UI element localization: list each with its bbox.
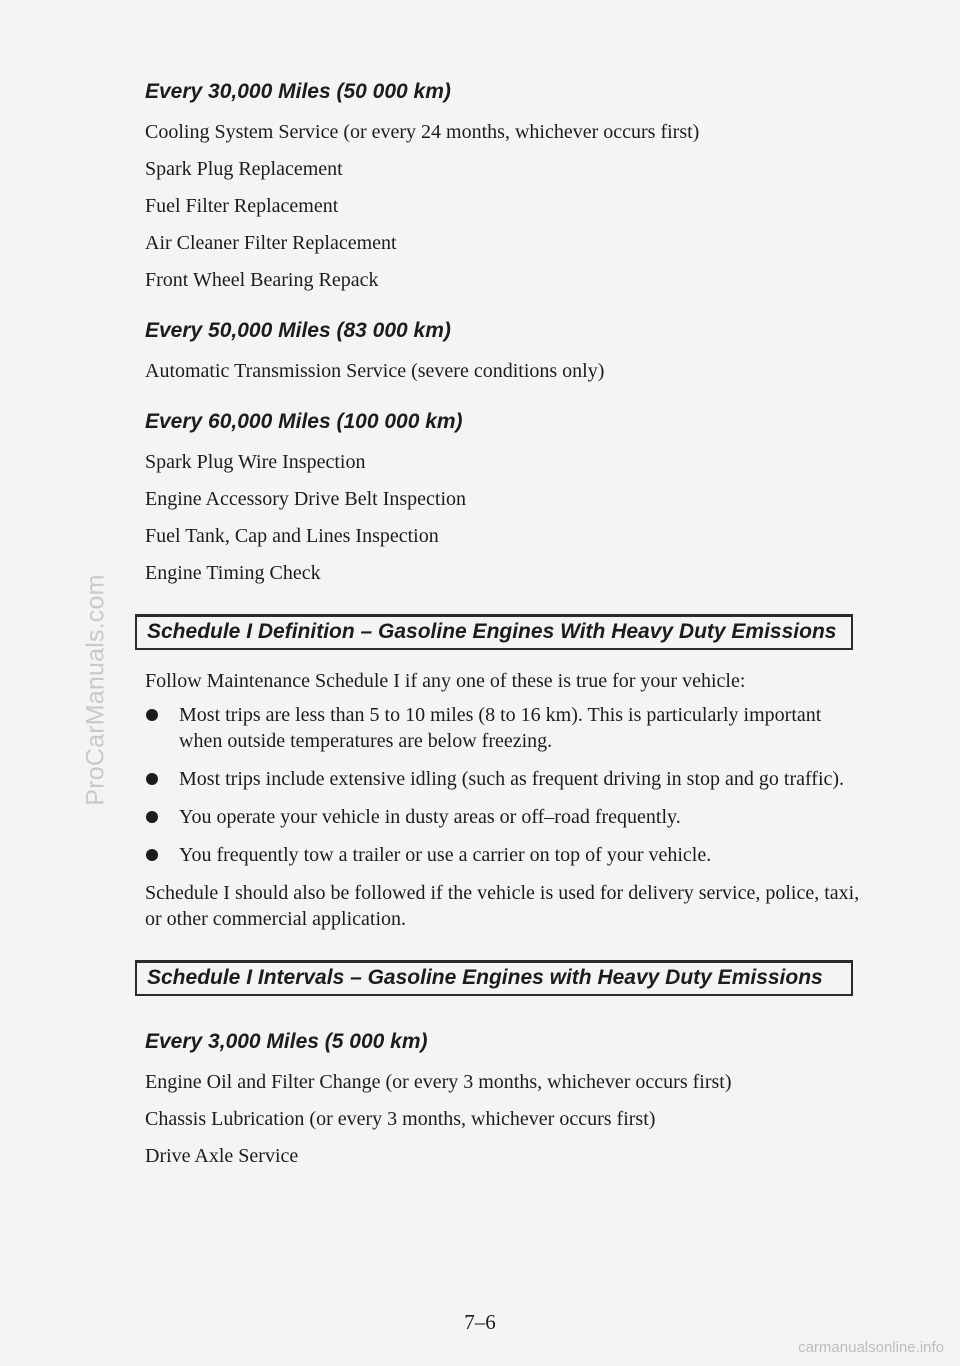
list-item-text: Most trips include extensive idling (such as frequent driving in stop and go traffic).	[179, 768, 845, 790]
interval-items	[145, 444, 865, 592]
interval-60000	[145, 410, 865, 592]
bullet-icon	[146, 811, 158, 823]
interval-items	[145, 1064, 865, 1175]
bullet-icon	[146, 709, 158, 721]
bullet-icon	[146, 773, 158, 785]
list-item: Spark Plug Wire Inspection	[145, 451, 366, 473]
definition-heading-box: Schedule I Definition – Gasoline Engines With Heavy Duty Emissions	[135, 614, 853, 650]
list-item	[145, 702, 865, 754]
page-content	[145, 80, 865, 1175]
list-item: Cooling System Service (or every 24 months, whichever occurs first)	[145, 121, 700, 143]
interval-heading: Every 3,000 Miles (5 000 km)	[145, 1030, 428, 1053]
interval-items	[145, 114, 865, 299]
list-item-text: You frequently tow a trailer or use a carrier on top of your vehicle.	[179, 844, 712, 866]
interval-heading: Every 30,000 Miles (50 000 km)	[145, 80, 451, 103]
definition-outro: Schedule I should also be followed if the vehicle is used for delivery service, police, taxi, or other commercial application.	[145, 882, 860, 930]
definition-body	[145, 668, 865, 932]
interval-items	[145, 353, 865, 390]
list-item	[145, 842, 865, 868]
list-item: Automatic Transmission Service (severe conditions only)	[145, 360, 605, 382]
side-watermark: ProCarManuals.com	[81, 574, 110, 806]
list-item: Spark Plug Replacement	[145, 158, 343, 180]
list-item-text: You operate your vehicle in dusty areas or off–road frequently.	[179, 806, 681, 828]
list-item: Front Wheel Bearing Repack	[145, 269, 379, 291]
intervals-heading-box: Schedule I Intervals – Gasoline Engines with Heavy Duty Emissions	[135, 960, 853, 996]
list-item: Drive Axle Service	[145, 1145, 299, 1167]
list-item: Engine Oil and Filter Change (or every 3 months, whichever occurs first)	[145, 1071, 732, 1093]
interval-heading: Every 50,000 Miles (83 000 km)	[145, 319, 451, 342]
list-item: Engine Accessory Drive Belt Inspection	[145, 488, 467, 510]
condition-list	[145, 702, 865, 868]
interval-3000	[145, 1030, 865, 1175]
page-number: 7–6	[464, 1310, 496, 1334]
list-item-text: Most trips are less than 5 to 10 miles (8 to 16 km). This is particularly important when outside temperatures are below freezing.	[179, 704, 822, 752]
interval-heading: Every 60,000 Miles (100 000 km)	[145, 410, 463, 433]
list-item	[145, 766, 865, 792]
list-item: Air Cleaner Filter Replacement	[145, 232, 397, 254]
list-item: Engine Timing Check	[145, 562, 321, 584]
list-item: Chassis Lubrication (or every 3 months, whichever occurs first)	[145, 1108, 656, 1130]
interval-30000	[145, 80, 865, 299]
footer-watermark: carmanualsonline.info	[798, 1339, 944, 1356]
list-item: Fuel Tank, Cap and Lines Inspection	[145, 525, 439, 547]
definition-intro: Follow Maintenance Schedule I if any one of these is true for your vehicle:	[145, 670, 746, 692]
interval-50000	[145, 319, 865, 390]
bullet-icon	[146, 849, 158, 861]
list-item: Fuel Filter Replacement	[145, 195, 339, 217]
list-item	[145, 804, 865, 830]
